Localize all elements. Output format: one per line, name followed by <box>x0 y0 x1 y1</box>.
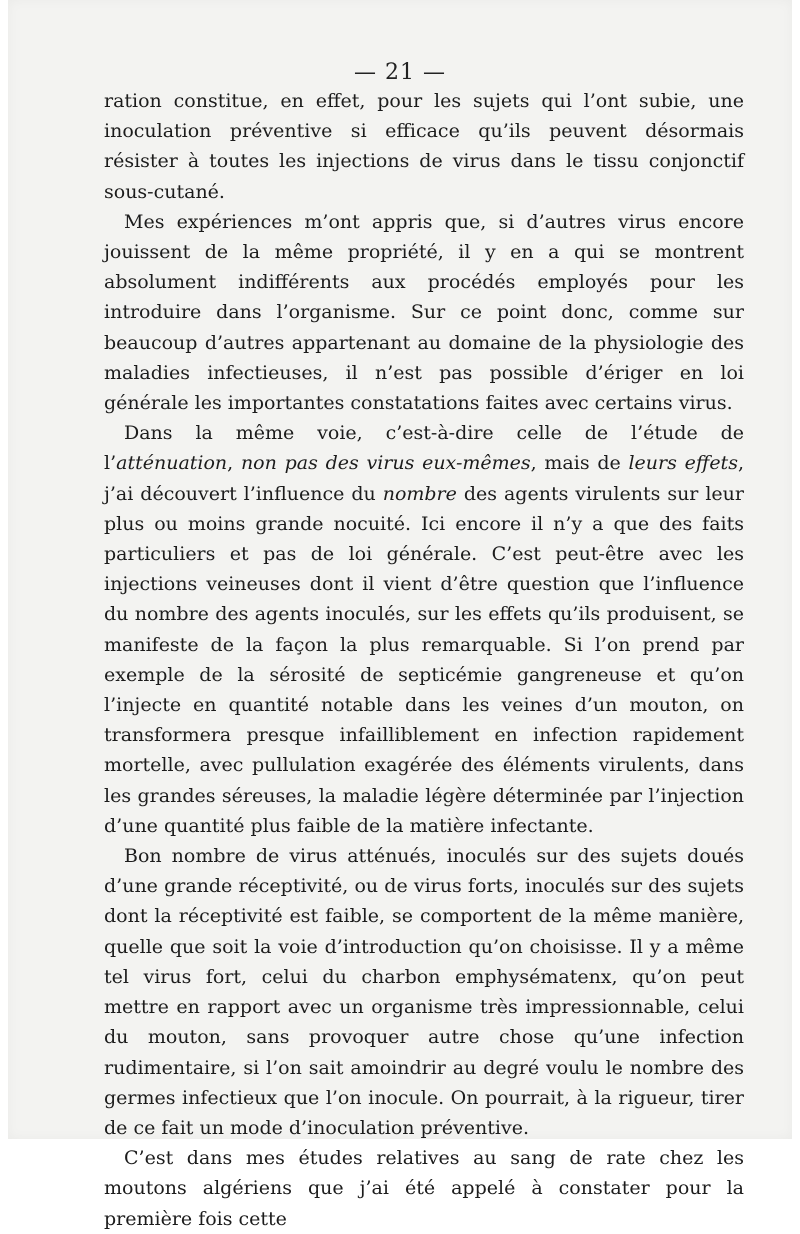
paragraph: C’est dans mes études relatives au sang de rate chez les moutons algériens que j’ai été appelé à constater pour la première fois cette <box>104 1147 744 1230</box>
paragraph: Dans la même voie, c’est-à-dire celle de l’étude de l’atténuation, non pas des virus eux-mêmes, mais de leurs effets, j’ai découvert l’influence du nombre des agents virulents sur leur plus ou moins grande nocuité. Ici encore il n’y a que des faits particuliers et pas de loi générale. C’est peut-être avec les injections veineuses dont il vient d’être question que l’influence du nombre des agents inoculés, sur les effets qu’ils produisent, se manifeste de la façon la plus remarquable. Si l’on prend par exemple de la sérosité de septicémie gangreneuse et qu’on l’injecte en quantité notable dans les veines d’un mouton, on transformera presque infailliblement en infection rapidement mortelle, avec pullulation exagérée des éléments virulents, dans les grandes séreuses, la maladie légère déterminée par l’injection d’une quantité plus faible de la matière infectante. <box>104 422 744 837</box>
body-text <box>104 86 744 1234</box>
paragraph: ration constitue, en effet, pour les sujets qui l’ont subie, une inoculation préventive si efficace qu’ils peuvent désormais résister à toutes les injections de virus dans le tissu conjonctif sous-cutané. <box>104 90 744 203</box>
book-page <box>8 0 792 1230</box>
paragraph: Mes expériences m’ont appris que, si d’autres virus encore jouissent de la même propriété, il y en a qui se montrent absolument indifférents aux procédés employés pour les introduire dans l’organisme. Sur ce point donc, comme sur beaucoup d’autres appartenant au domaine de la physiologie des maladies infectieuses, il n’est pas possible d’ériger en loi générale les importantes constatations faites avec certains virus. <box>104 210 744 415</box>
page-number: — 21 — <box>354 60 446 85</box>
paragraph: Bon nombre de virus atténués, inoculés sur des sujets doués d’une grande réceptivité, ou de virus forts, inoculés sur des sujets dont la réceptivité est faible, se comportent de la même manière, quelle que soit la voie d’introduction qu’on choisisse. Il y a même tel virus fort, celui du charbon emphysématenx, qu’on peut mettre en rapport avec un organisme très impressionnable, celui du mouton, sans provoquer autre chose qu’une infection rudimentaire, si l’on sait amoindrir au degré voulu le nombre des germes infectieux que l’on inocule. On pourrait, à la rigueur, tirer de ce fait un mode d’inoculation préventive. <box>104 845 744 1139</box>
